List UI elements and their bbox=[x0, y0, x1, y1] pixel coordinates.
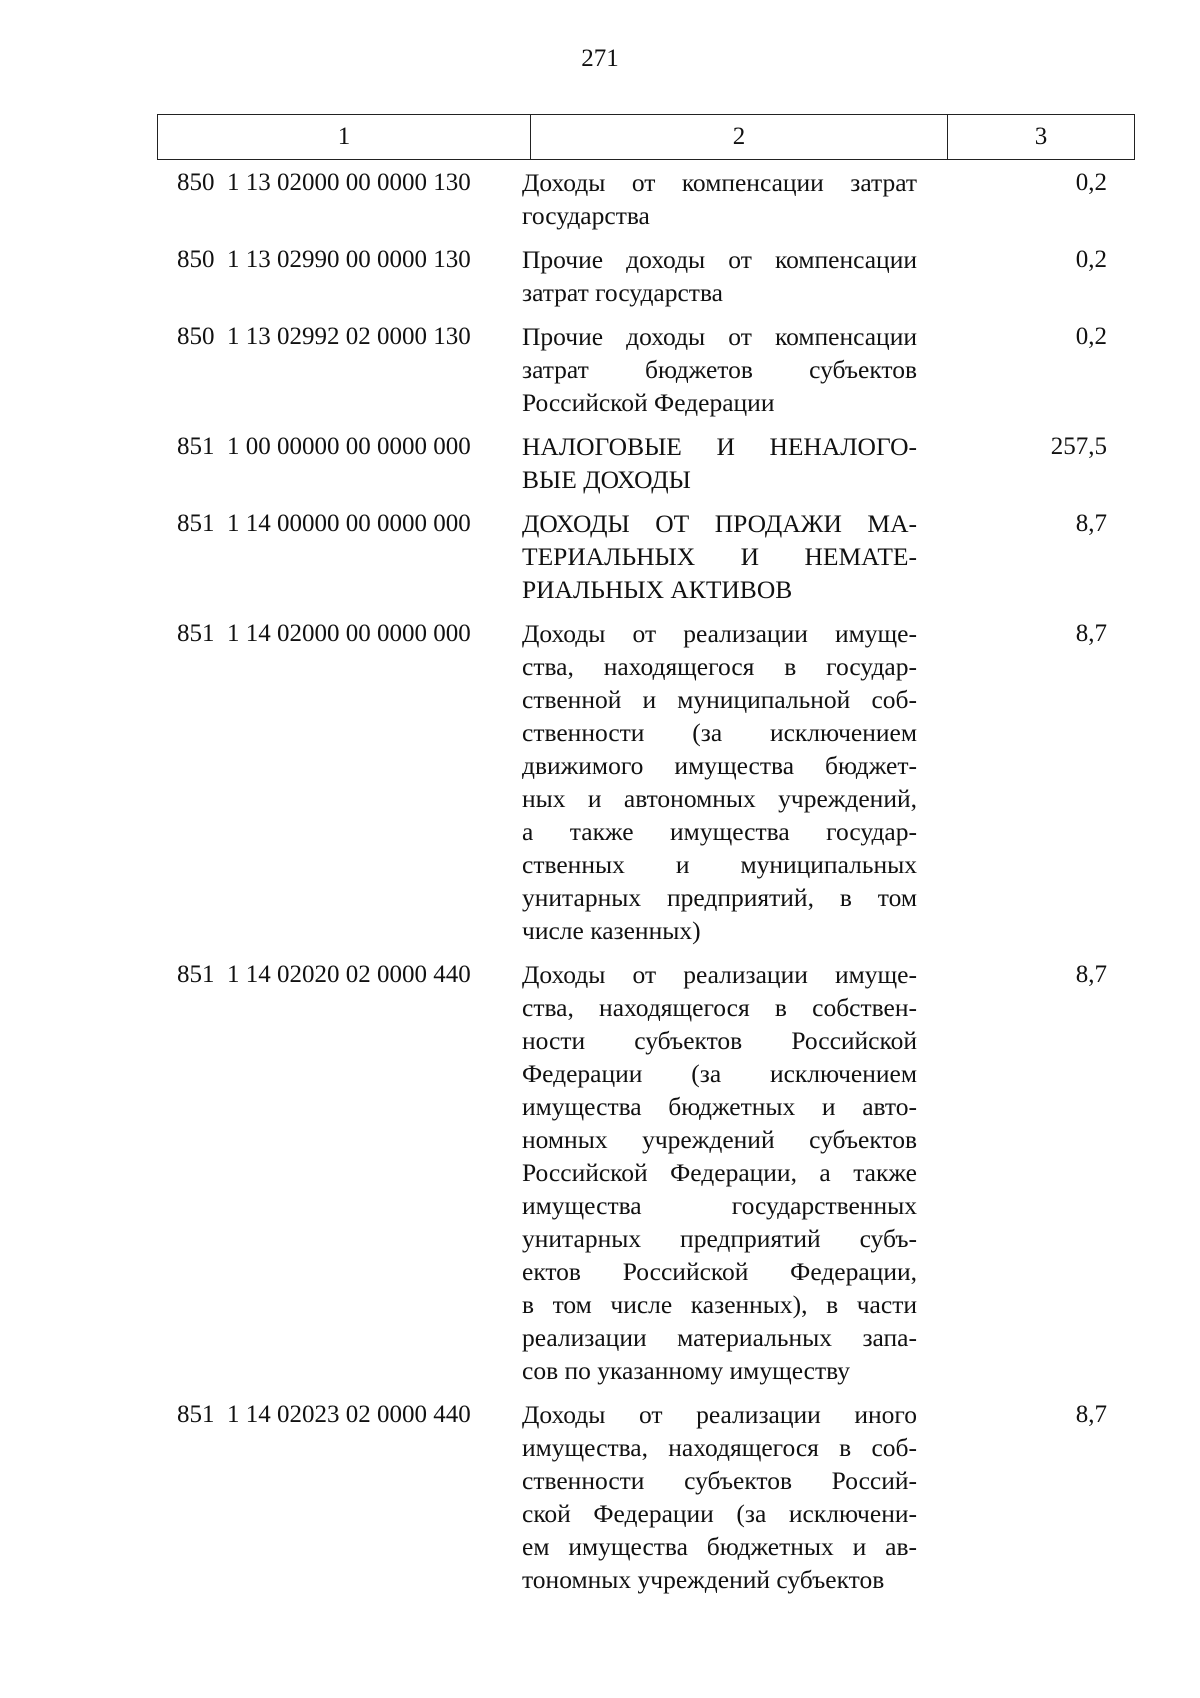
income-name-cell bbox=[522, 1398, 917, 1596]
income-name-cell bbox=[522, 958, 917, 1387]
income-name-line: сов по указанному имуществу bbox=[522, 1356, 851, 1385]
income-name-line: ской Федерации (за исключени- bbox=[522, 1499, 917, 1528]
income-name-line: ственности субъектов Россий- bbox=[522, 1466, 917, 1495]
admin-code-cell: 850 bbox=[177, 323, 215, 350]
amount-cell: 8,7 bbox=[1075, 510, 1107, 537]
amount-cell: 8,7 bbox=[1075, 620, 1107, 647]
header-col-2: 2 bbox=[531, 115, 948, 159]
income-name-line: тономных учреждений субъектов bbox=[522, 1565, 885, 1594]
header-col-1: 1 bbox=[158, 115, 531, 159]
budget-code-cell: 1 14 00000 00 0000 000 bbox=[227, 510, 471, 537]
income-name-line: ВЫЕ ДОХОДЫ bbox=[522, 465, 691, 494]
header-col-3: 3 bbox=[1034, 123, 1048, 150]
income-name-line: Федерации (за исключением bbox=[522, 1059, 917, 1088]
income-name-line: имущества, находящегося в соб- bbox=[522, 1433, 917, 1462]
income-name-line: Доходы от компенсации затрат bbox=[522, 168, 917, 197]
admin-code-cell: 850 bbox=[177, 246, 215, 273]
income-name-line: Прочие доходы от компенсации bbox=[522, 322, 917, 351]
income-name-cell bbox=[522, 507, 917, 606]
budget-code-cell: 1 14 02020 02 0000 440 bbox=[227, 961, 471, 988]
table-row bbox=[157, 958, 1135, 1387]
income-name-line: Доходы от реализации имуще- bbox=[522, 619, 917, 648]
income-name-cell bbox=[522, 243, 917, 309]
income-name-line: Российской Федерации, а также bbox=[522, 1158, 917, 1187]
table-row bbox=[157, 1398, 1135, 1596]
admin-code-cell: 851 bbox=[177, 961, 215, 988]
income-name-line: затрат государства bbox=[522, 278, 723, 307]
budget-code-cell: 1 14 02000 00 0000 000 bbox=[227, 620, 471, 647]
income-name-line: ственных и муниципальных bbox=[522, 850, 917, 879]
income-name-line: ДОХОДЫ ОТ ПРОДАЖИ МА- bbox=[522, 509, 917, 538]
income-name-line: государства bbox=[522, 201, 650, 230]
income-name-cell bbox=[522, 320, 917, 419]
admin-code-cell: 851 bbox=[177, 1401, 215, 1428]
budget-code-cell: 1 14 02023 02 0000 440 bbox=[227, 1401, 471, 1428]
budget-code-cell: 1 13 02992 02 0000 130 bbox=[227, 323, 471, 350]
income-name-line: Доходы от реализации иного bbox=[522, 1400, 917, 1429]
admin-code-cell: 851 bbox=[177, 433, 215, 460]
admin-code-cell: 851 bbox=[177, 510, 215, 537]
income-name-line: числе казенных) bbox=[522, 916, 701, 945]
table-row bbox=[157, 166, 1135, 232]
admin-code-cell: 851 bbox=[177, 620, 215, 647]
income-name-line: ности субъектов Российской bbox=[522, 1026, 917, 1055]
income-name-line: ственной и муниципальной соб- bbox=[522, 685, 917, 714]
table-body bbox=[157, 166, 1135, 1607]
income-name-line: ства, находящегося в собствен- bbox=[522, 993, 917, 1022]
income-name-line: ектов Российской Федерации, bbox=[522, 1257, 917, 1286]
amount-cell: 8,7 bbox=[1075, 961, 1107, 988]
income-name-cell bbox=[522, 166, 917, 232]
income-name-line: движимого имущества бюджет- bbox=[522, 751, 917, 780]
income-name-cell bbox=[522, 617, 917, 947]
page-number: 271 bbox=[581, 45, 619, 72]
admin-code-cell: 850 bbox=[177, 169, 215, 196]
income-name-line: Российской Федерации bbox=[522, 388, 775, 417]
income-name-line: ства, находящегося в государ- bbox=[522, 652, 917, 681]
income-name-line: а также имущества государ- bbox=[522, 817, 917, 846]
income-name-line: РИАЛЬНЫХ АКТИВОВ bbox=[522, 575, 793, 604]
table-header bbox=[157, 114, 1135, 160]
income-name-line: Прочие доходы от компенсации bbox=[522, 245, 917, 274]
income-name-line: реализации материальных запа- bbox=[522, 1323, 917, 1352]
income-name-line: Доходы от реализации имуще- bbox=[522, 960, 917, 989]
income-name-line: в том числе казенных), в части bbox=[522, 1290, 917, 1319]
income-name-line: номных учреждений субъектов bbox=[522, 1125, 917, 1154]
budget-code-cell: 1 00 00000 00 0000 000 bbox=[227, 433, 471, 460]
budget-code-cell: 1 13 02990 00 0000 130 bbox=[227, 246, 471, 273]
amount-cell: 257,5 bbox=[1050, 433, 1107, 460]
income-name-line: ных и автономных учреждений, bbox=[522, 784, 917, 813]
income-name-line: имущества бюджетных и авто- bbox=[522, 1092, 917, 1121]
income-name-line: унитарных предприятий, в том bbox=[522, 883, 917, 912]
amount-cell: 0,2 bbox=[1075, 246, 1107, 273]
income-name-line: имущества государственных bbox=[522, 1191, 917, 1220]
income-name-line: НАЛОГОВЫЕ И НЕНАЛОГО- bbox=[522, 432, 917, 461]
income-name-line: ТЕРИАЛЬНЫХ И НЕМАТЕ- bbox=[522, 542, 917, 571]
income-name-line: ем имущества бюджетных и ав- bbox=[522, 1532, 917, 1561]
income-name-line: ственности (за исключением bbox=[522, 718, 917, 747]
amount-cell: 0,2 bbox=[1075, 323, 1107, 350]
budget-code-cell: 1 13 02000 00 0000 130 bbox=[227, 169, 471, 196]
income-name-line: затрат бюджетов субъектов bbox=[522, 355, 917, 384]
amount-cell: 0,2 bbox=[1075, 169, 1107, 196]
table-row bbox=[157, 430, 1135, 496]
income-name-line: унитарных предприятий субъ- bbox=[522, 1224, 917, 1253]
income-name-cell bbox=[522, 430, 917, 496]
table-row bbox=[157, 617, 1135, 947]
amount-cell: 8,7 bbox=[1075, 1401, 1107, 1428]
table-row bbox=[157, 243, 1135, 309]
table-row bbox=[157, 507, 1135, 606]
table-row bbox=[157, 320, 1135, 419]
